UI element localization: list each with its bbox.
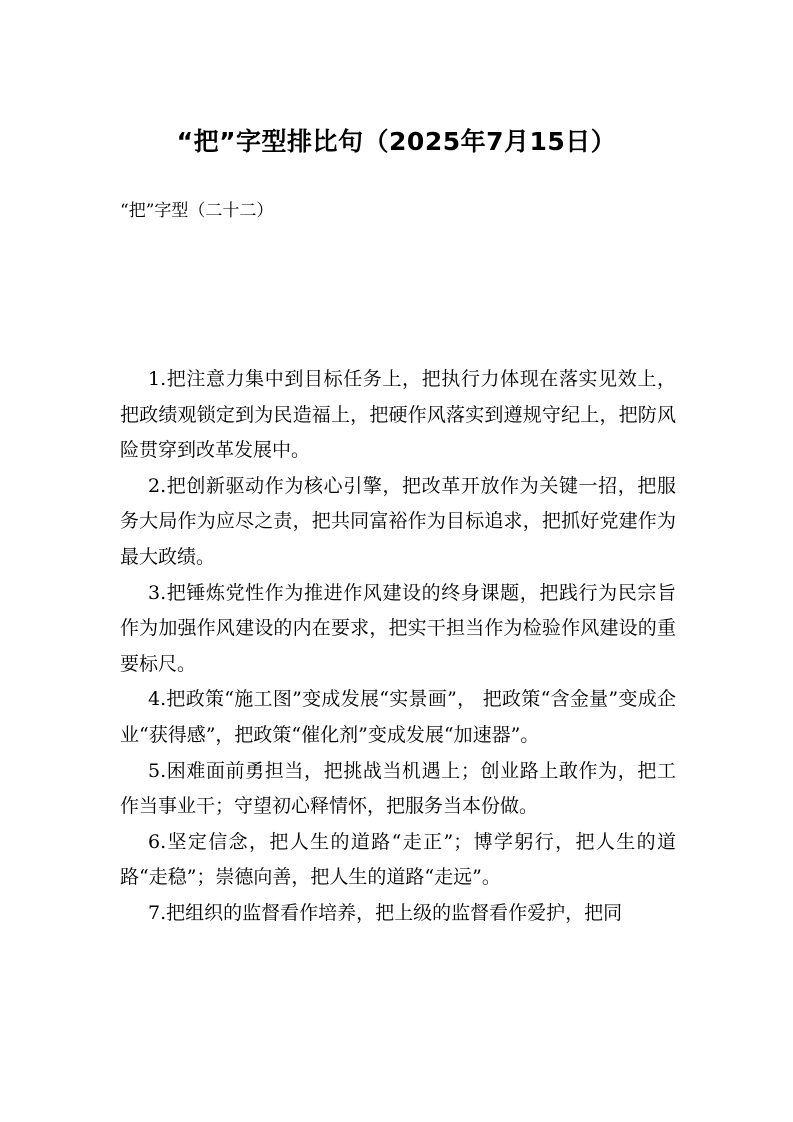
paragraph-6: 6.坚定信念，把人生的道路“走正”；博学躬行，把人生的道路“走稳”；崇德向善，把人生的道路“走远”。 [120,830,676,889]
document-title: “把”字型排比句（2025年7月15日） [176,127,617,156]
paragraph-5: 5.困难面前勇担当，把挑战当机遇上；创业路上敢作为，把工作当事业干；守望初心释情怀，把服务当本份做。 [120,759,676,818]
paragraph-4: 4.把政策“施工图”变成发展“实景画”， 把政策“含金量”变成企业“获得感”，把政策“催化剂”变成发展“加速器”。 [120,688,676,746]
document-body [120,362,676,932]
paragraph-3: 3.把锤炼党性作为推进作风建设的终身课题，把践行为民宗旨作为加强作风建设的内在要求，把实干担当作为检验作风建设的重要标尺。 [120,581,676,675]
paragraph-7: 7.把组织的监督看作培养，把上级的监督看作爱护，把同 [148,901,623,924]
document-subtitle: “把”字型（二十二） [120,201,274,221]
paragraph-2: 2.把创新驱动作为核心引擎，把改革开放作为关键一招，把服务大局作为应尽之责，把共同富裕作为目标追求，把抓好党建作为最大政绩。 [120,474,676,568]
paragraph-1: 1.把注意力集中到目标任务上，把执行力体现在落实见效上，把政绩观锁定到为民造福上，把硬作风落实到遵规守纪上，把防风险贯穿到改革发展中。 [120,368,676,462]
